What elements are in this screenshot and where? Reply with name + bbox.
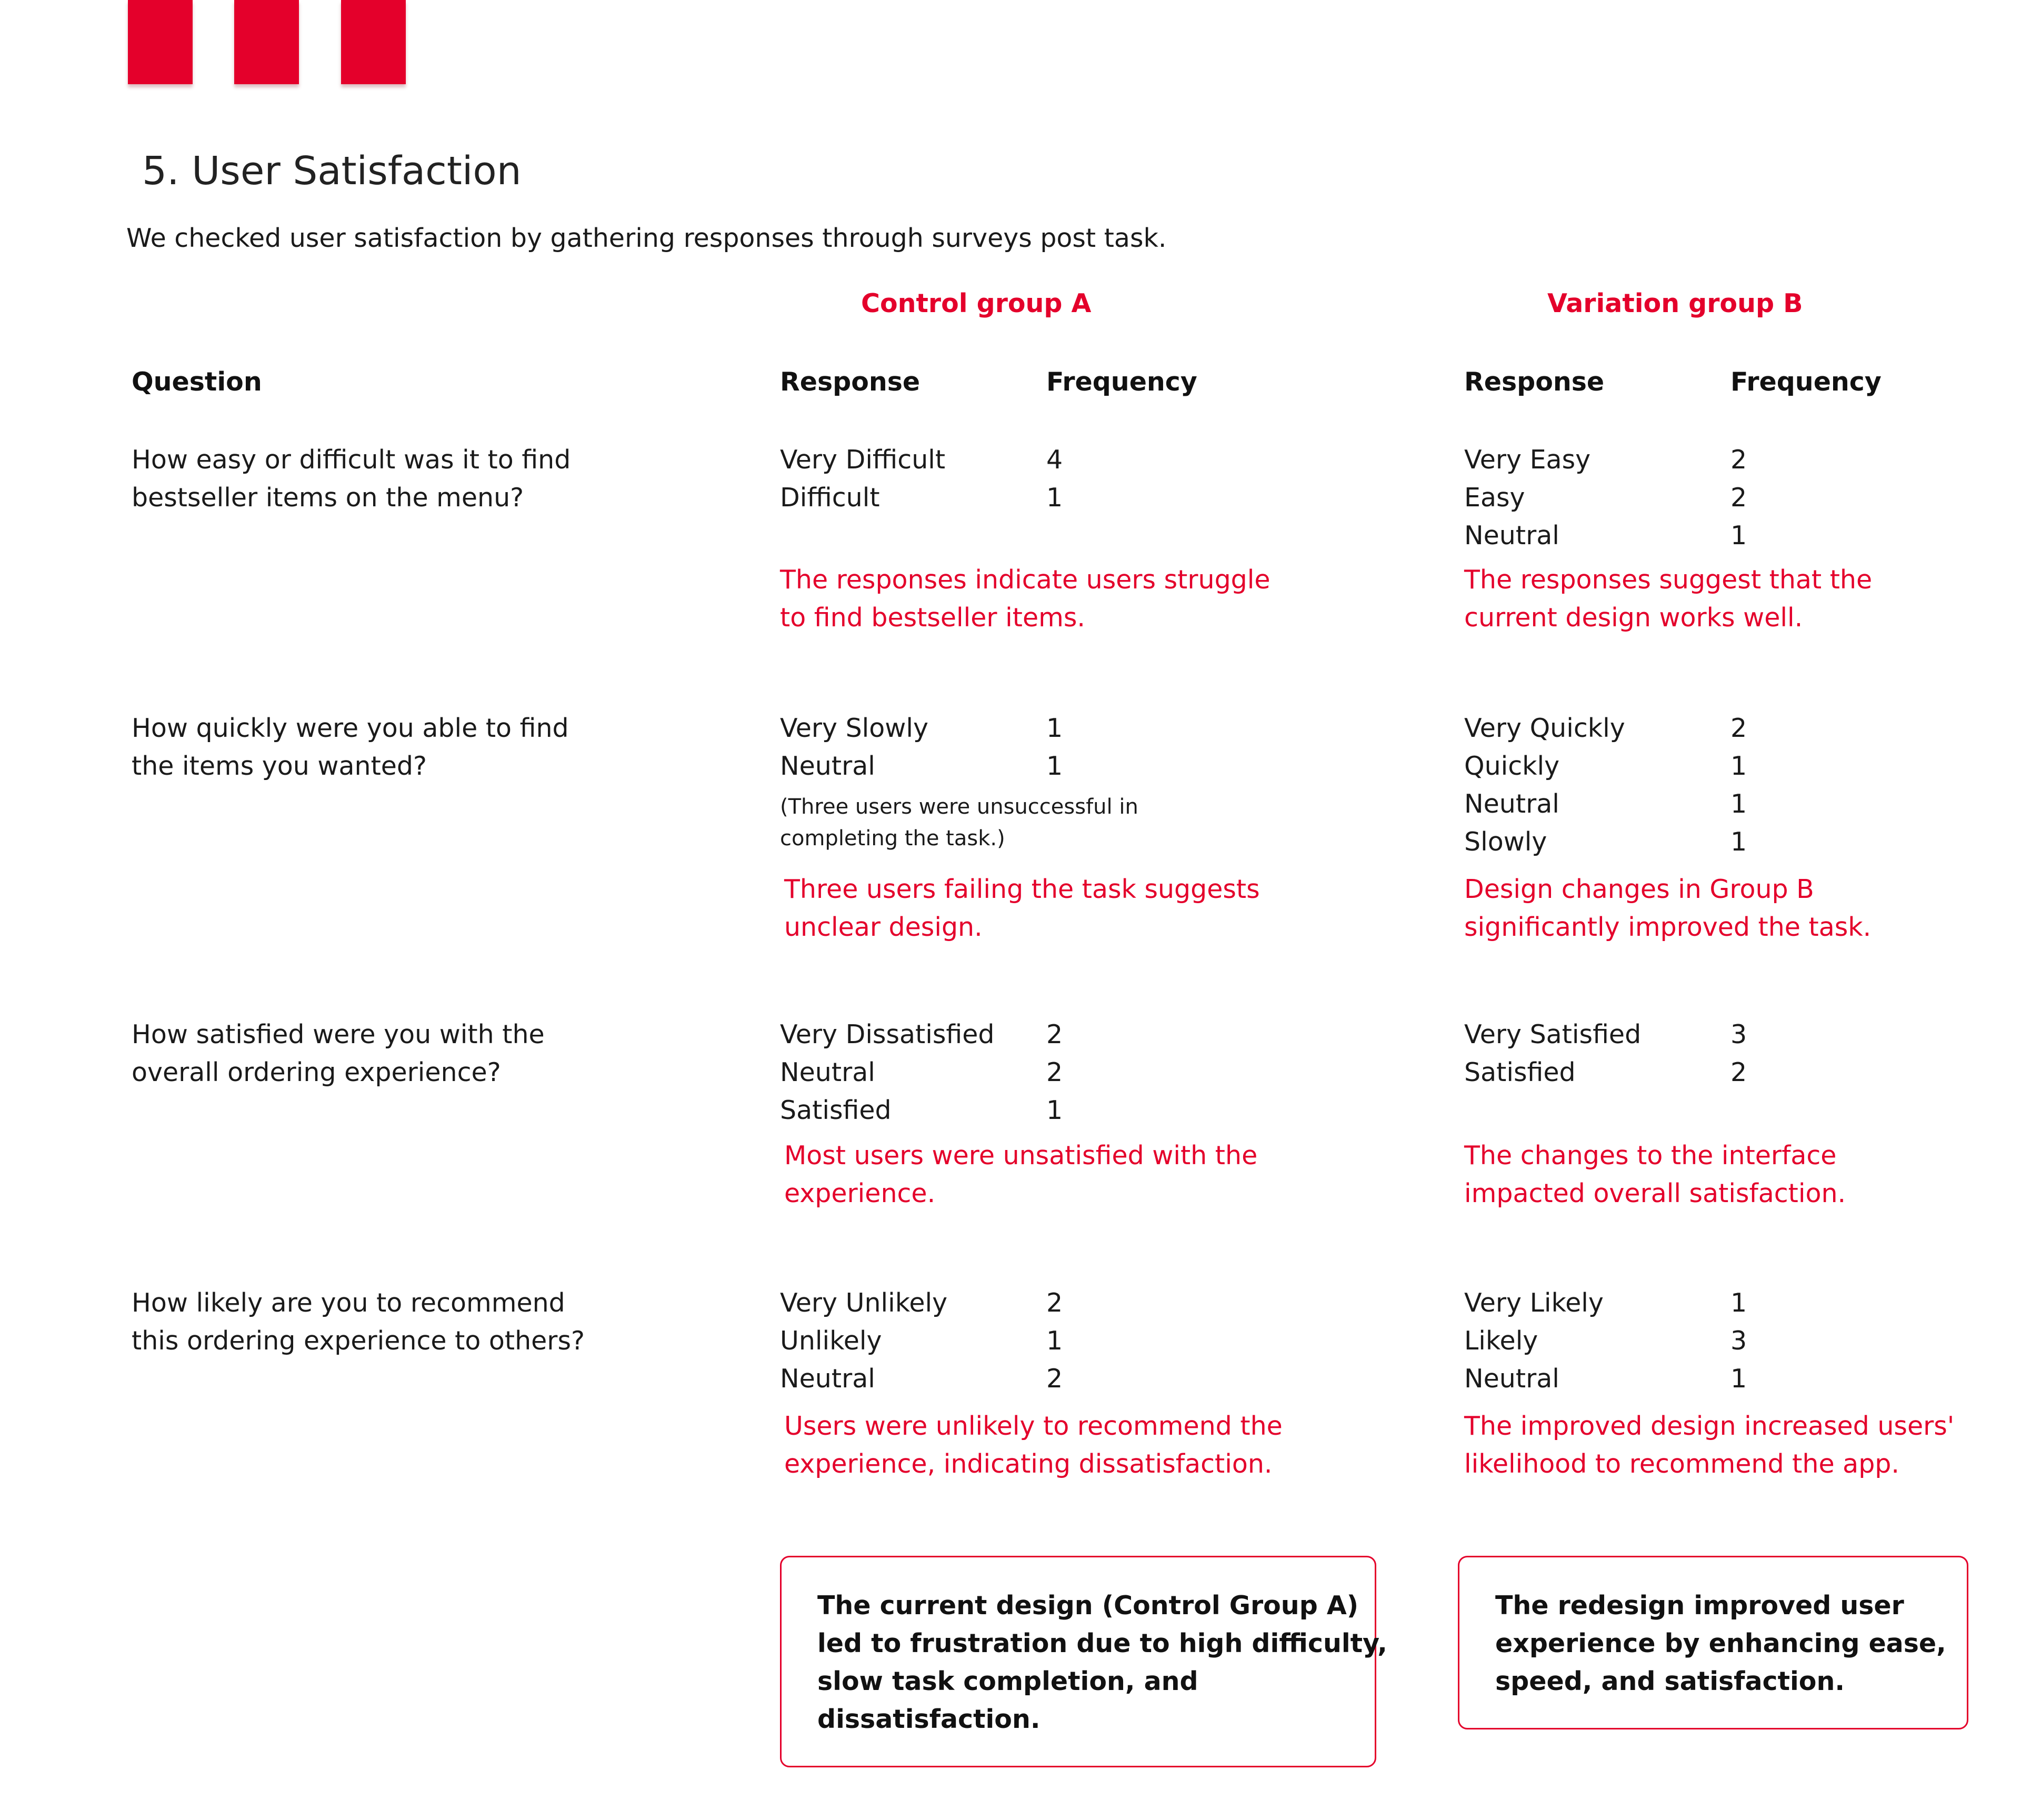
row-4-a-response-2: Unlikely (780, 1326, 882, 1356)
row-2-b-response-4: Slowly (1464, 827, 1547, 857)
row-2-b-insight (1464, 871, 1871, 946)
question-3-line-2: overall ordering experience? (132, 1057, 501, 1087)
question-1 (132, 441, 605, 517)
row-3-a-insight-line-1: Most users were unsatisfied with the (784, 1141, 1258, 1171)
row-3-a-response-2: Neutral (780, 1057, 875, 1087)
row-3-a-insight-line-2: experience. (784, 1178, 936, 1208)
row-4-b-response-3: Neutral (1464, 1364, 1559, 1394)
section-intro: We checked user satisfaction by gathering responses through surveys post task. (126, 223, 1167, 253)
row-2-b-frequency-4: 1 (1730, 827, 1747, 857)
row-3-b-response-1: Very Satisfied (1464, 1019, 1642, 1049)
row-3-b-insight-line-2: impacted overall satisfaction. (1464, 1178, 1846, 1208)
summary-a-line-3: slow task completion, and (817, 1666, 1198, 1696)
question-2-line-1: How quickly were you able to find (132, 713, 569, 743)
question-1-line-2: bestseller items on the menu? (132, 483, 524, 513)
row-4-b-response-2: Likely (1464, 1326, 1538, 1356)
row-3-a-frequency-1: 2 (1046, 1019, 1063, 1049)
summary-b-line-1: The redesign improved user (1495, 1591, 1904, 1621)
row-4-a-frequency-2: 1 (1046, 1326, 1063, 1356)
row-2-b-frequency-1: 2 (1730, 713, 1747, 743)
row-2-a-note-line-1: (Three users were unsuccessful in (780, 795, 1138, 819)
row-2-b-frequency-2: 1 (1730, 751, 1747, 781)
row-1-b-frequency-1: 2 (1730, 445, 1747, 475)
row-1-b-frequency-3: 1 (1730, 521, 1747, 551)
row-4-a-insight (784, 1407, 1283, 1483)
row-3-a-response-1: Very Dissatisfied (780, 1019, 995, 1049)
row-4-b-insight-line-2: likelihood to recommend the app. (1464, 1449, 1899, 1479)
row-2-a-response-1: Very Slowly (780, 713, 928, 743)
row-1-b-frequency-2: 2 (1730, 483, 1747, 513)
row-2-a-insight (784, 871, 1260, 946)
row-3-b-frequency-1: 3 (1730, 1019, 1747, 1049)
summary-box-a (780, 1556, 1387, 1767)
column-header-frequency-b: Frequency (1730, 367, 1882, 397)
column-header-response-a: Response (780, 367, 921, 397)
row-4-b-response-1: Very Likely (1464, 1288, 1604, 1318)
row-1-b-insight-line-2: current design works well. (1464, 603, 1803, 633)
row-3-b-insight (1464, 1137, 1846, 1213)
row-1-a-frequency-1: 4 (1046, 445, 1063, 475)
row-1-a-response-1: Very Difficult (780, 445, 946, 475)
row-3-a-insight (784, 1137, 1257, 1213)
group-b-heading: Variation group B (1547, 288, 1803, 318)
row-3-b-response-2: Satisfied (1464, 1057, 1576, 1087)
question-4-line-2: this ordering experience to others? (132, 1326, 585, 1356)
row-3-a-response-3: Satisfied (780, 1095, 892, 1125)
question-3 (132, 1016, 605, 1092)
row-2-b-frequency-3: 1 (1730, 789, 1747, 819)
row-1-a-response-2: Difficult (780, 483, 880, 513)
row-2-b-response-1: Very Quickly (1464, 713, 1625, 743)
row-4-b-frequency-2: 3 (1730, 1326, 1747, 1356)
row-4-a-response-1: Very Unlikely (780, 1288, 948, 1318)
group-a-heading: Control group A (861, 288, 1092, 318)
row-2-b-insight-line-2: significantly improved the task. (1464, 912, 1872, 942)
brand-stripe-1 (128, 0, 193, 84)
row-2-a-frequency-1: 1 (1046, 713, 1063, 743)
row-1-a-frequency-2: 1 (1046, 483, 1063, 513)
row-4-b-frequency-3: 1 (1730, 1364, 1747, 1394)
summary-a-line-2: led to frustration due to high difficulty, (817, 1628, 1387, 1658)
row-4-b-insight (1464, 1407, 1954, 1483)
row-4-b-frequency-1: 1 (1730, 1288, 1747, 1318)
summary-b-text (1495, 1587, 1946, 1701)
row-2-a-insight-line-2: unclear design. (784, 912, 983, 942)
column-header-frequency-a: Frequency (1046, 367, 1197, 397)
summary-box-b (1458, 1556, 1968, 1729)
summary-a-text (817, 1587, 1387, 1738)
question-1-line-1: How easy or difficult was it to find (132, 445, 571, 475)
row-4-a-frequency-1: 2 (1046, 1288, 1063, 1318)
brand-stripe-2 (234, 0, 299, 84)
row-3-b-insight-line-1: The changes to the interface (1464, 1141, 1837, 1171)
summary-a-line-4: dissatisfaction. (817, 1704, 1040, 1734)
summary-b-line-2: experience by enhancing ease, (1495, 1628, 1946, 1658)
row-3-a-frequency-3: 1 (1046, 1095, 1063, 1125)
summary-a-line-1: The current design (Control Group A) (817, 1591, 1359, 1621)
row-2-a-frequency-2: 1 (1046, 751, 1063, 781)
row-2-a-note (780, 791, 1138, 854)
row-4-a-response-3: Neutral (780, 1364, 875, 1394)
row-4-a-insight-line-2: experience, indicating dissatisfaction. (784, 1449, 1273, 1479)
row-2-a-note-line-2: completing the task.) (780, 826, 1005, 851)
question-2 (132, 709, 605, 785)
row-4-a-insight-line-1: Users were unlikely to recommend the (784, 1411, 1283, 1441)
row-1-b-response-3: Neutral (1464, 521, 1559, 551)
row-1-a-insight-line-2: to find bestseller items. (780, 603, 1085, 633)
column-header-response-b: Response (1464, 367, 1605, 397)
question-3-line-1: How satisfied were you with the (132, 1019, 545, 1049)
row-1-b-response-1: Very Easy (1464, 445, 1591, 475)
row-4-b-insight-line-1: The improved design increased users' (1464, 1411, 1955, 1441)
question-2-line-2: the items you wanted? (132, 751, 427, 781)
question-4-line-1: How likely are you to recommend (132, 1288, 565, 1318)
question-4 (132, 1284, 605, 1360)
row-3-a-frequency-2: 2 (1046, 1057, 1063, 1087)
summary-b-line-3: speed, and satisfaction. (1495, 1666, 1845, 1696)
row-2-a-insight-line-1: Three users failing the task suggests (784, 874, 1260, 904)
brand-stripe-3 (341, 0, 406, 84)
row-1-b-insight-line-1: The responses suggest that the (1464, 565, 1873, 595)
row-1-a-insight (780, 561, 1270, 637)
section-title: 5. User Satisfaction (142, 148, 522, 194)
row-1-b-insight (1464, 561, 1872, 637)
row-2-b-response-2: Quickly (1464, 751, 1560, 781)
row-1-a-insight-line-1: The responses indicate users struggle (780, 565, 1270, 595)
row-1-b-response-2: Easy (1464, 483, 1525, 513)
column-header-question: Question (132, 367, 262, 397)
row-2-a-response-2: Neutral (780, 751, 875, 781)
row-2-b-response-3: Neutral (1464, 789, 1559, 819)
row-2-b-insight-line-1: Design changes in Group B (1464, 874, 1814, 904)
row-3-b-frequency-2: 2 (1730, 1057, 1747, 1087)
row-4-a-frequency-3: 2 (1046, 1364, 1063, 1394)
